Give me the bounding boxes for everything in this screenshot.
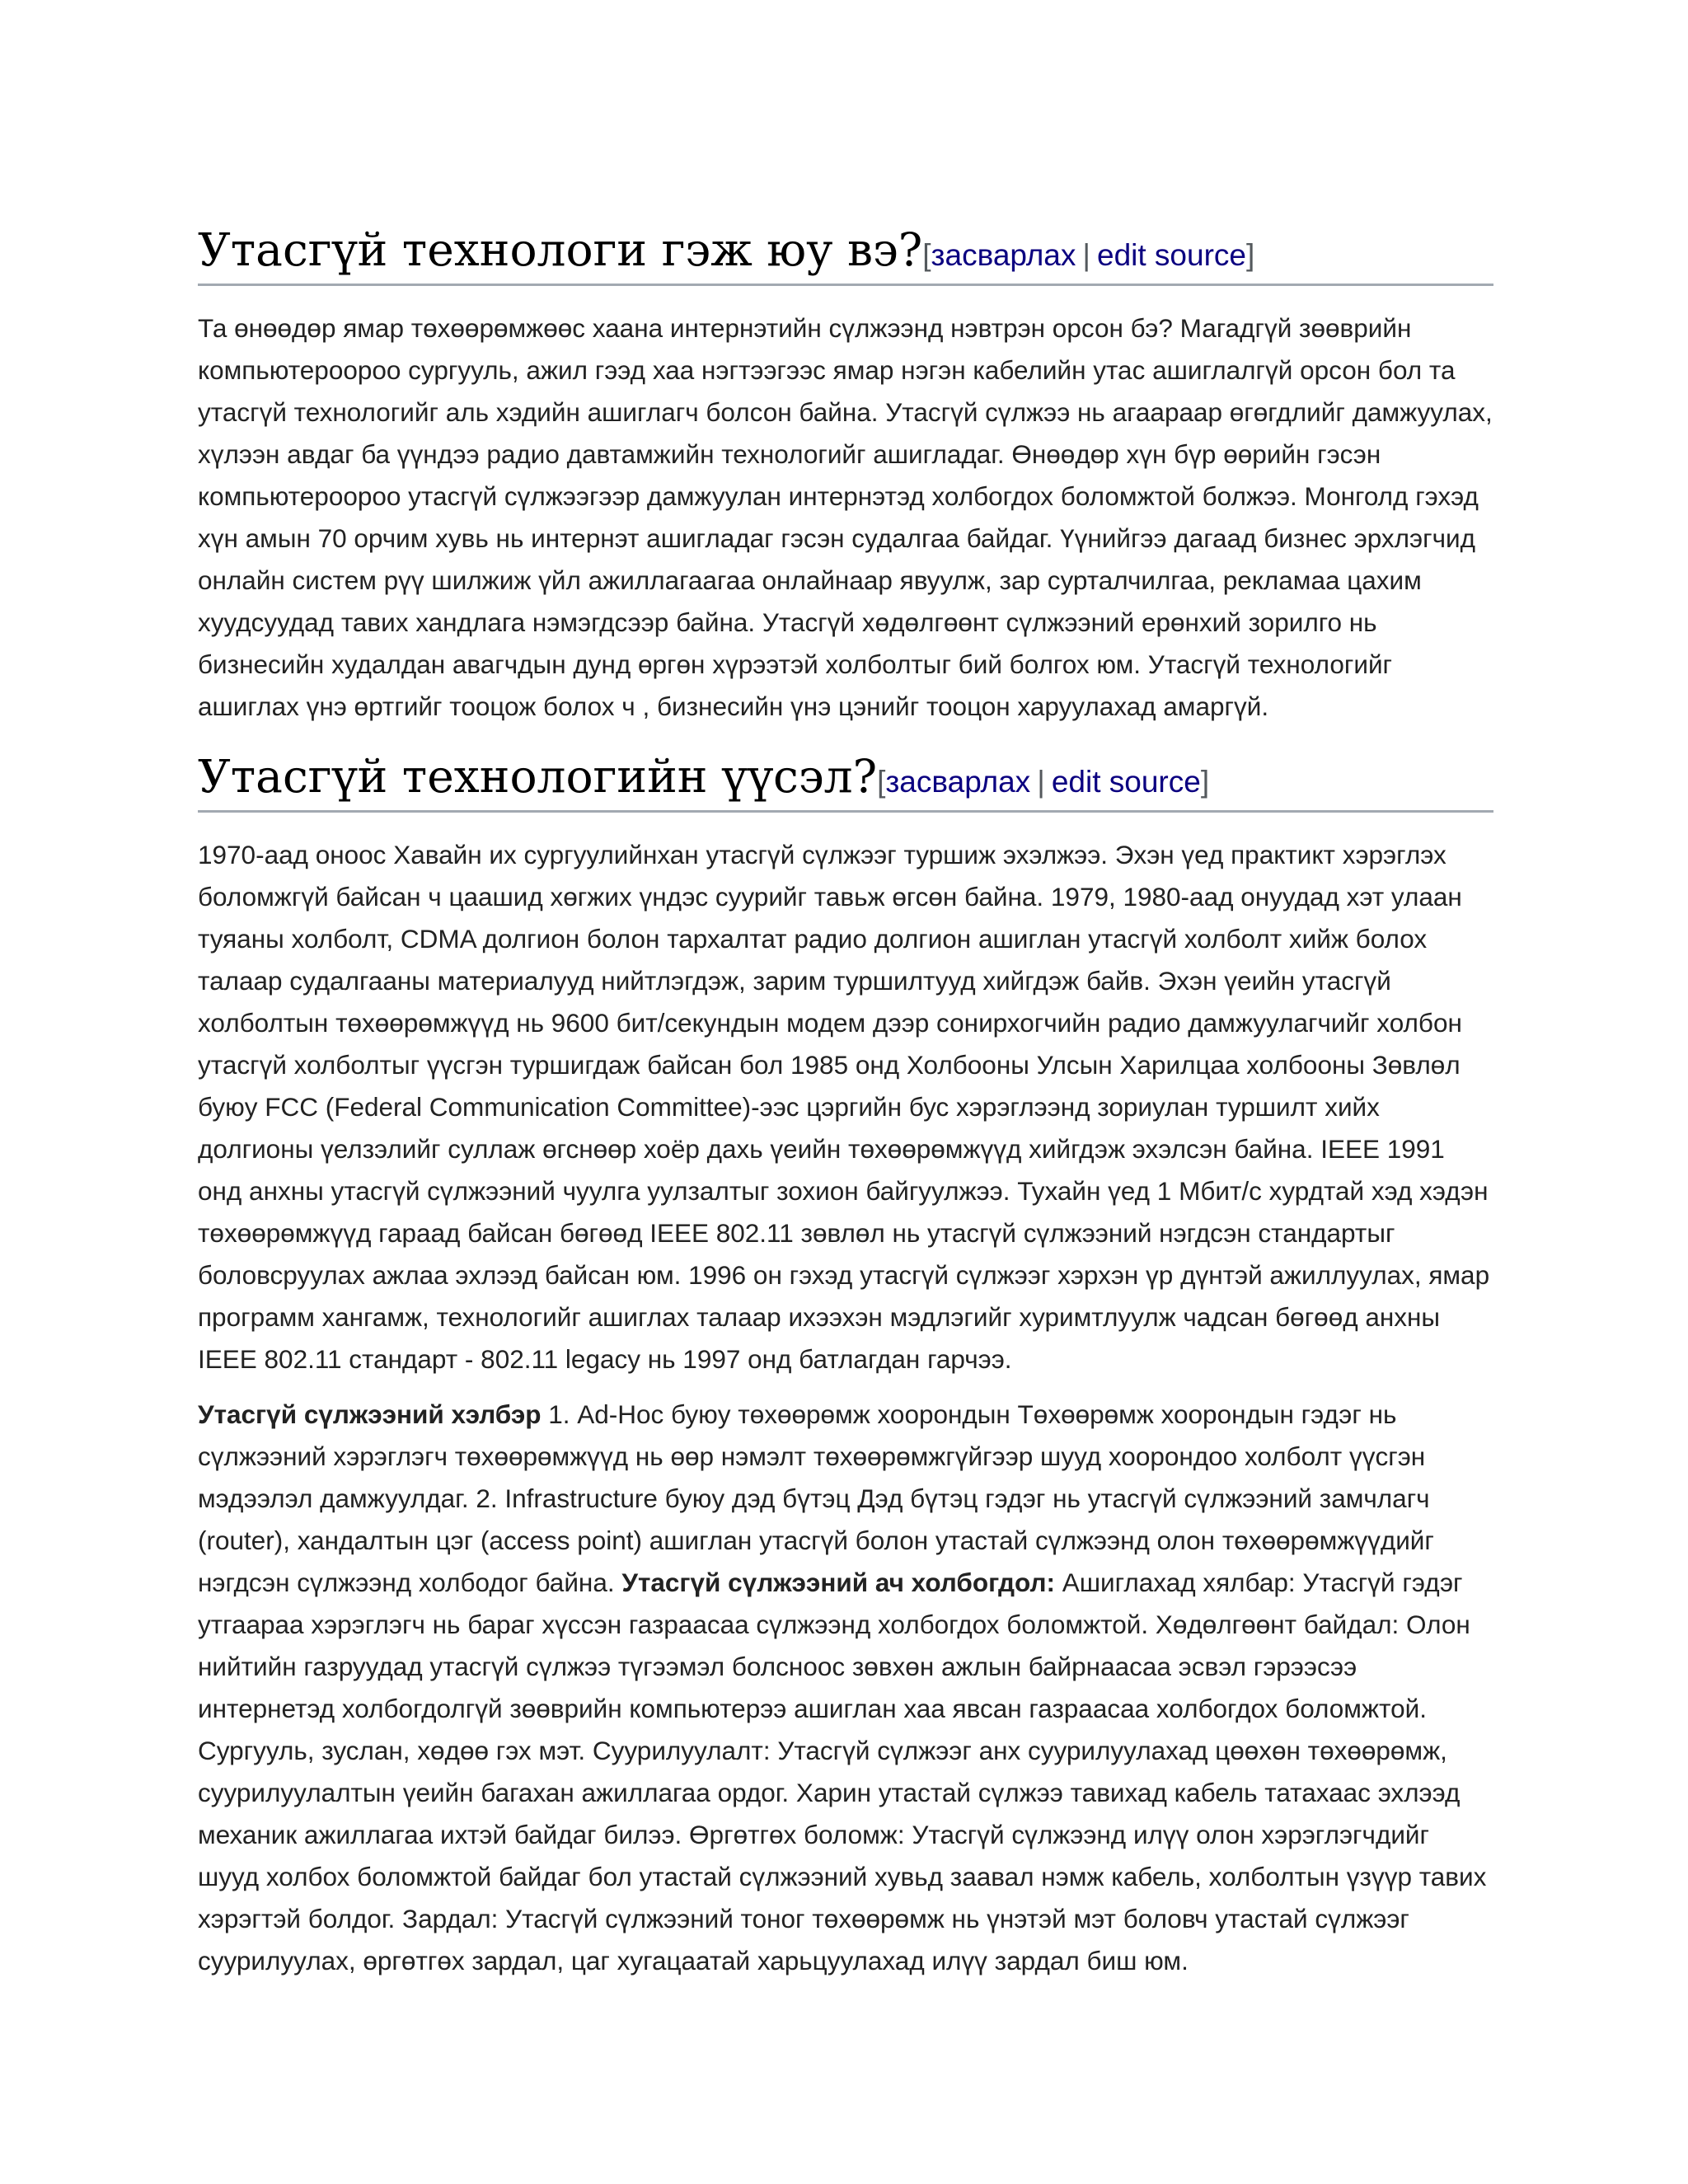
article-content bbox=[198, 223, 1493, 1982]
section-heading-wireless-origin bbox=[198, 749, 1493, 813]
edit-link[interactable]: засварлах bbox=[885, 765, 1031, 799]
heading-text: Утасгүй технологи гэж юу вэ? bbox=[198, 223, 923, 276]
paragraph-wireless-origin: 1970-аад оноос Хавайн их сургуулийнхан утасгүй сүлжээг туршиж эхэлжээ. Эхэн үед практикт хэрэглэх боломжгүй байсан ч цаашид хөгжих үндэс суурийг тавьж өгсөн байна. 1979, 1980-аад онуудад хэт улаан туяаны холболт, CDMA долгион болон тархалтат радио долгион ашиглан утасгүй холболт хийж болох талаар судалгааны материалууд нийтлэгдэж, зарим туршилтууд хийгдэж байв. Эхэн үеийн утасгүй холболтын төхөөрөмжүүд нь 9600 бит/секундын модем дээр сонирхогчийн радио дамжуулагчийг холбон утасгүй холболтыг үүсгэн туршигдаж байсан бол 1985 онд Холбооны Улсын Харилцаа холбооны Зөвлөл буюу FCC (Federal Communication Committee)-ээс цэргийн бус хэрэглээнд зориулан туршилт хийх долгионы үелзэлийг суллаж өгснөөр хоёр дахь үеийн төхөөрөмжүүд хийгдэж эхэлсэн байна. IEEE 1991 онд анхны утасгүй сүлжээний чуулга уулзалтыг зохион байгуулжээ. Тухайн үед 1 Мбит/с хурдтай хэд хэдэн төхөөрөмжүүд гараад байсан бөгөөд IEEE 802.11 зөвлөл нь утасгүй сүлжээний нэгдсэн стандартыг боловсруулах ажлаа эхлээд байсан юм. 1996 он гэхэд утасгүй сүлжээг хэрхэн үр дүнтэй ажиллуулах, ямар программ хангамж, технологийг ашиглах талаар ихээхэн мэдлэгийг хуримтлуулж чадсан бөгөөд анхны IEEE 802.11 стандарт - 802.11 legacy нь 1997 онд батлагдан гарчээ. bbox=[198, 840, 1490, 1374]
paragraph-what-is-wireless: Та өнөөдөр ямар төхөөрөмжөөс хаана интернэтийн сүлжээнд нэвтрэн орсон бэ? Магадгүй зөөврийн компьютероороо сургууль, ажил гээд хаа нэгтээгээс ямар нэгэн кабелийн утас ашиглалгүй орсон бол та утасгүй технологийг аль хэдийн ашиглагч болсон байна. Утасгүй сүлжээ нь агаараар өгөгдлийг дамжуулах, хүлээн авдаг ба үүндээ радио давтамжийн технологийг ашигладаг. Өнөөдөр хүн бүр өөрийн гэсэн компьютероороо утасгүй сүлжээгээр дамжуулан интернэтэд холбогдох боломжтой болжээ. Монголд гэхэд хүн амын 70 орчим хувь нь интернэт ашигладаг гэсэн судалгаа байдаг. Үүнийгээ дагаад бизнес эрхлэгчид онлайн систем рүү шилжиж үйл ажиллагаагаа онлайнаар явуулж, зар сурталчилгаа, рекламаа цахим хуудсуудад тавих хандлага нэмэгдсээр байна. Утасгүй хөдөлгөөнт сүлжээний ерөнхий зорилго нь бизнесийн худалдан авагчдын дунд өргөн хүрээтэй холболтыг бий болгох юм. Утасгүй технологийг ашиглах үнэ өртгийг тооцож болох ч , бизнесийн үнэ цэнийг тооцон харуулахад амаргүй. bbox=[198, 313, 1493, 721]
paragraph-network-types bbox=[198, 1394, 1493, 1982]
network-types-text: 1. Ad-Hoc буюу төхөөрөмж хоорондын Төхөөрөмж хоорондын гэдэг нь сүлжээний хэрэглэгч төхөөрөмжүүд нь өөр нэмэлт төхөөрөмжгүйгээр шууд хоорондоо холболт үүсгэн мэдээлэл дамжуулдаг. 2. Infrastructure буюу дэд бүтэц Дэд бүтэц гэдэг нь утасгүй сүлжээний замчлагч (router), хандалтын цэг (access point) ашиглан утасгүй болон утастай сүлжээнд олон төхөөрөмжүүдийг нэгдсэн сүлжээнд холбодог байна. bbox=[198, 1399, 1434, 1597]
importance-text: Ашиглахад хялбар: Утасгүй гэдэг утгаараа хэрэглэгч нь бараг хүссэн газраасаа сүлжээнд холбогдох боломжтой. Хөдөлгөөнт байдал: Олон нийтийн газруудад утасгүй сүлжээ түгээмэл болсноос зөвхөн ажлын байрнаасаа эсвэл гэрээсээ интернетэд холбогдолгүй зөөврийн компьютерээ ашиглан хаа явсан газраасаа холбогдох боломжтой. Сургууль, зуслан, хөдөө гэх мэт. Суурилуулалт: Утасгүй сүлжээг анх суурилуулахад цөөхөн төхөөрөмж, суурилуулалтын үеийн багахан ажиллагаа ордог. Харин утастай сүлжээ тавихад кабель татахаас эхлээд механик ажиллагаа ихтэй байдаг билээ. Өргөтгөх боломж: Утасгүй сүлжээнд илүү олон хэрэглэгчдийг шууд холбох боломжтой байдаг бол утастай сүлжээний хувьд заавал нэмж кабель, холболтын үзүүр тавих хэрэгтэй болдог. Зардал: Утасгүй сүлжээний тоног төхөөрөмж нь үнэтэй мэт боловч утастай сүлжээг суурилуулах, өргөтгөх зардал, цаг хугацаатай харьцуулахад илүү зардал биш юм. bbox=[198, 1568, 1487, 1975]
bold-term-importance: Утасгүй сүлжээний ач холбогдол: bbox=[621, 1568, 1055, 1597]
divider: | bbox=[1082, 238, 1090, 272]
heading-text: Утасгүй технологийн үүсэл? bbox=[198, 750, 878, 803]
edit-source-link[interactable]: edit source bbox=[1051, 765, 1201, 799]
section-heading-what-is-wireless bbox=[198, 223, 1493, 286]
edit-source-link[interactable]: edit source bbox=[1097, 238, 1246, 272]
edit-link[interactable]: засварлах bbox=[931, 238, 1076, 272]
bold-term-network-types: Утасгүй сүлжээний хэлбэр bbox=[198, 1399, 542, 1429]
edit-section-links: [засварлах | edit source] bbox=[877, 765, 1210, 799]
divider: | bbox=[1037, 765, 1045, 799]
edit-section-links: [засварлах | edit source] bbox=[922, 238, 1255, 272]
